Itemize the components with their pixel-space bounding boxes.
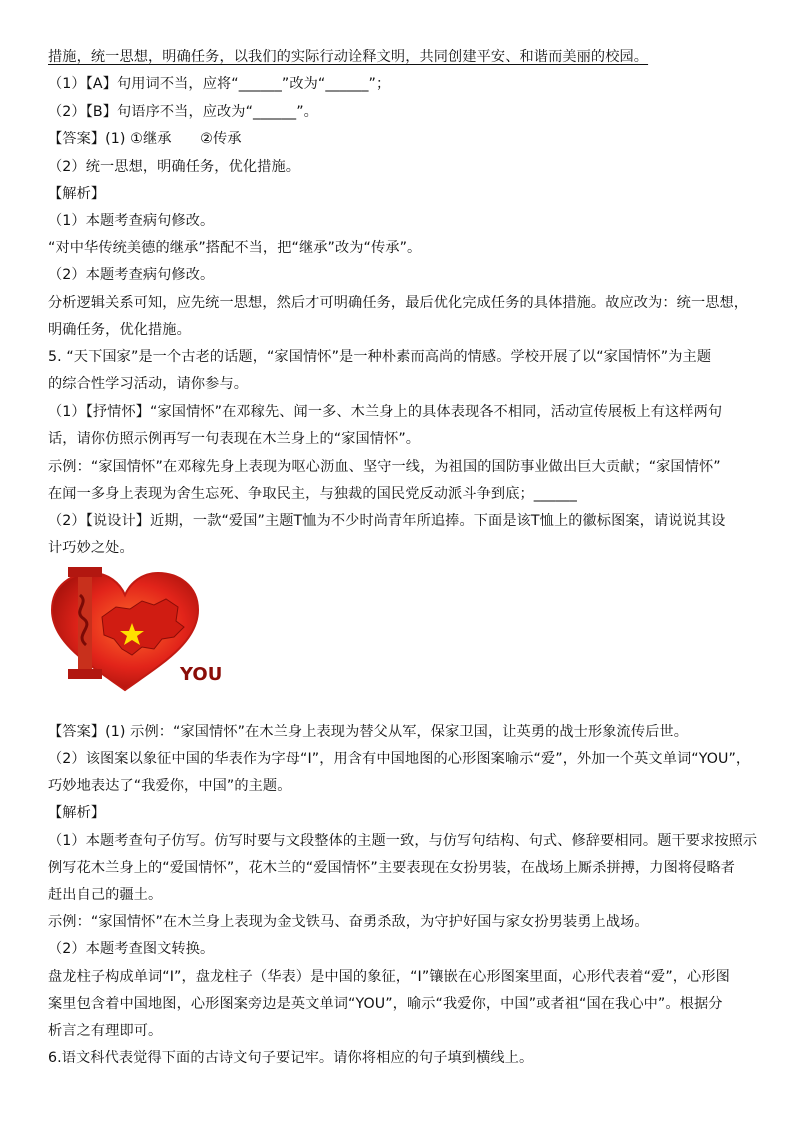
- text-line: 分析逻辑关系可知，应先统一思想，然后才可明确任务，最后优化完成任务的具体措施。故应改为：统一思想，: [48, 295, 749, 311]
- text-line: 措施，统一思想，明确任务，以我们的实际行动诠释文明，共同创建平安、和谐而美丽的校园。: [48, 49, 649, 65]
- question-5: 5. “天下国家”是一个古老的话题，“家国情怀”是一种朴素而高尚的情感。学校开展了以“家国情怀”为主题: [48, 349, 712, 365]
- text-line: 在闻一多身上表现为舍生忘死、争取民主，与独裁的国民党反动派斗争到底；______: [48, 486, 577, 502]
- text-line: （2）本题考查病句修改。: [48, 267, 215, 283]
- text-line: （1）本题考查病句修改。: [48, 213, 215, 229]
- text-line: 案里包含着中国地图，心形图案旁边是英文单词“YOU”，喻示“我爱你，中国”或者祖“国在我心中”。根据分: [48, 996, 723, 1012]
- text-line: （2）【B】句语序不当，应改为“______”。: [48, 104, 318, 120]
- text-line: （2）该图案以象征中国的华表作为字母“I”，用含有中国地图的心形图案喻示“爱”，外加一个英文单词“YOU”，: [48, 751, 751, 767]
- text-line: 话，请你仿照示例再写一句表现在木兰身上的“家国情怀”。: [48, 431, 421, 447]
- i-love-you-china-logo: [50, 565, 240, 695]
- text-line: （1）【抒情怀】“家国情怀”在邓稼先、闻一多、木兰身上的具体表现各不相同，活动宣传展板上有这样两句: [48, 404, 723, 420]
- text-line: 的综合性学习活动，请你参与。: [48, 376, 249, 392]
- text-line: 析言之有理即可。: [48, 1023, 163, 1039]
- text-line: （2）统一思想，明确任务，优化措施。: [48, 159, 301, 175]
- pillar-i-bottom: [68, 669, 102, 679]
- question-6: 6.语文科代表觉得下面的古诗文句子要记牢。请你将相应的句子填到横线上。: [48, 1050, 534, 1066]
- logo-you-text: YOU: [180, 664, 223, 685]
- pillar-i-top: [68, 567, 102, 577]
- text-line: 明确任务，优化措施。: [48, 322, 191, 338]
- text-line: （2）本题考查图文转换。: [48, 941, 215, 957]
- answer-line: 【答案】(1) 示例：“家国情怀”在木兰身上表现为替父从军，保家卫国，让英勇的战士形象流传后世。: [48, 724, 688, 740]
- analysis-heading: 【解析】: [48, 186, 106, 202]
- text-line: 盘龙柱子构成单词“I”，盘龙柱子（华表）是中国的象征，“I”镶嵌在心形图案里面，心形代表着“爱”，心形图: [48, 969, 730, 985]
- answer-line: 【答案】(1) ①继承 ②传承: [48, 131, 242, 147]
- text-line: 例写花木兰身上的“爱国情怀”，花木兰的“爱国情怀”主要表现在女扮男装，在战场上厮杀拼搏，力图将侵略者: [48, 860, 736, 876]
- text-line: 示例：“家国情怀”在木兰身上表现为金戈铁马、奋勇杀敌，为守护好国与家女扮男装勇上战场。: [48, 914, 649, 930]
- text-line: （2）【说设计】近期，一款“爱国”主题T恤为不少时尚青年所追捧。下面是该T恤上的徽标图案，请说说其设: [48, 513, 726, 529]
- analysis-heading: 【解析】: [48, 805, 106, 821]
- text-line: 赶出自己的疆土。: [48, 887, 163, 903]
- text-line: 示例：“家国情怀”在邓稼先身上表现为呕心沥血、坚守一线，为祖国的国防事业做出巨大贡献；“家国情怀”: [48, 459, 721, 475]
- text-line: （1）【A】句用词不当，应将“______”改为“______”；: [48, 76, 391, 92]
- pillar-i-column: [78, 577, 92, 669]
- text-line: 巧妙地表达了“我爱你，中国”的主题。: [48, 778, 292, 794]
- text-line: 计巧妙之处。: [48, 540, 134, 556]
- text-line: （1）本题考查句子仿写。仿写时要与文段整体的主题一致，与仿写句结构、句式、修辞要相同。题干要求按照示: [48, 833, 758, 849]
- text-line: “对中华传统美德的继承”搭配不当，把“继承”改为“传承”。: [48, 240, 422, 256]
